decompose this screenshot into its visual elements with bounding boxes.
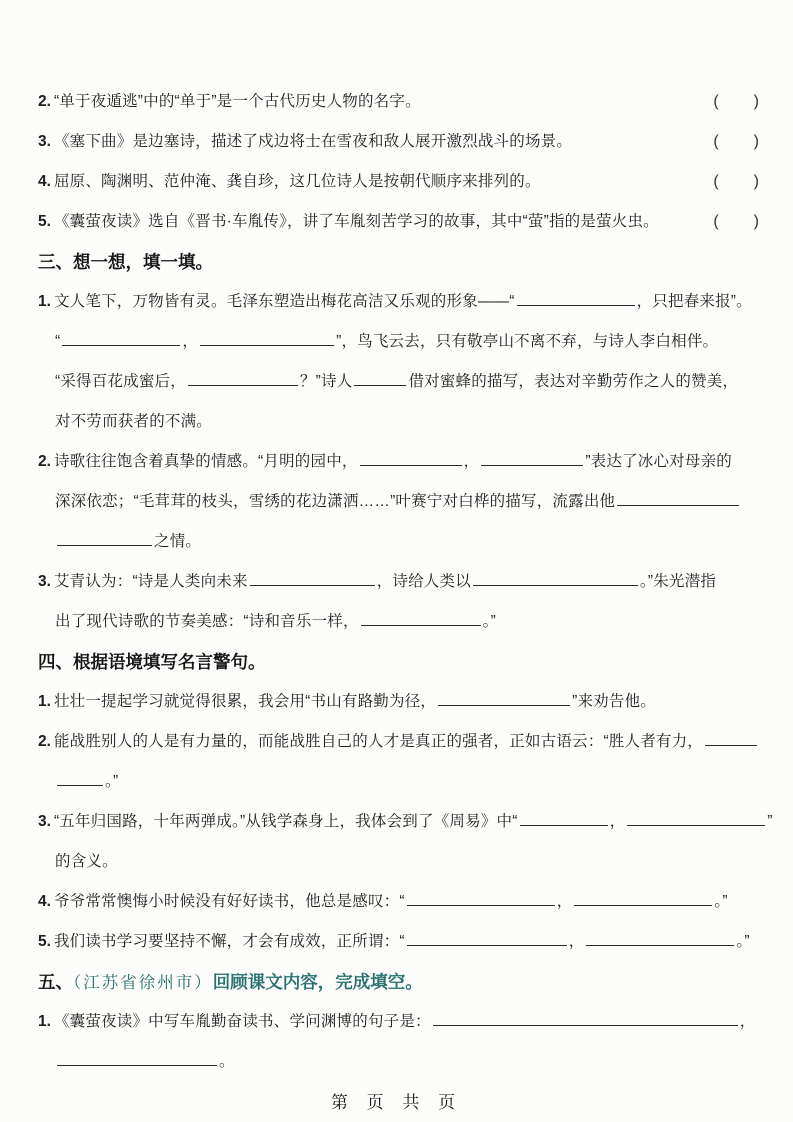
item-number: 2. — [38, 453, 51, 470]
answer-bracket: ( ) — [713, 213, 760, 230]
fill-in-blank — [407, 942, 567, 946]
question-text: 能战胜别人的人是有力量的，而能战胜自己的人才是真正的强者，正如古语云：“胜人者有力， — [53, 733, 704, 750]
question-line — [38, 602, 760, 642]
fill-in-blank — [360, 462, 462, 466]
answer-bracket: ( ) — [713, 133, 760, 150]
fill-in-blank — [250, 582, 375, 586]
question-line — [38, 482, 760, 522]
question-line — [38, 682, 760, 722]
question-text: ， — [556, 893, 573, 910]
question-text: ， — [182, 333, 199, 350]
question-line — [38, 402, 760, 442]
question-text: ”表达了冰心对母亲的 — [585, 453, 732, 470]
section-header-text: 四、根据语境填写名言警句。 — [38, 652, 266, 672]
question-text: 。 — [219, 1053, 235, 1070]
item-number: 5. — [38, 213, 51, 230]
section-header-text: 回顾课文内容，完成填空。 — [212, 972, 423, 992]
question-text: 。”朱光潜指 — [639, 573, 717, 590]
answer-bracket: ( ) — [713, 93, 760, 110]
question-text: “采得百花成蜜后， — [55, 373, 186, 390]
question-text: ，只把春来报”。 — [636, 293, 752, 310]
fill-in-blank — [354, 382, 406, 386]
section-header — [38, 962, 760, 1002]
question-text: ”，鸟飞云去，只有敬亭山不离不弃，与诗人李白相伴。 — [336, 333, 719, 350]
question-text: “ — [55, 333, 61, 350]
fill-in-blank — [705, 742, 757, 746]
question-text: 《囊萤夜读》中写车胤勤奋读书、学问渊博的句子是： — [53, 1013, 431, 1030]
question-text: “五年归国路，十年两弹成。”从钱学森身上，我体会到了《周易》中“ — [53, 813, 518, 830]
question-text: 。” — [482, 613, 496, 630]
question-text: ， — [568, 933, 585, 950]
question-line — [38, 562, 760, 602]
question-text: 。” — [736, 933, 750, 950]
item-number: 1. — [38, 693, 51, 710]
question-line — [38, 762, 760, 802]
question-text: 出了现代诗歌的节奏美感：“诗和音乐一样， — [55, 613, 359, 630]
question-text: 对不劳而获者的不满。 — [55, 413, 213, 430]
question-line — [38, 882, 760, 922]
section-header-text: 五、 — [38, 972, 73, 992]
section-header — [38, 242, 760, 282]
question-text: 爷爷常常懊悔小时候没有好好读书，他总是感叹：“ — [53, 893, 405, 910]
section-header-text: 三、想一想，填一填。 — [38, 252, 213, 272]
question-line — [38, 1002, 760, 1042]
question-text: 之情。 — [154, 533, 202, 550]
question-text: 屈原、陶渊明、范仲淹、龚自珍，这几位诗人是按朝代顺序来排列的。 — [53, 173, 541, 190]
fill-in-blank — [438, 702, 570, 706]
question-text: ， — [463, 453, 480, 470]
fill-in-blank — [407, 902, 555, 906]
question-text: ， — [609, 813, 626, 830]
item-number: 4. — [38, 893, 51, 910]
fill-in-blank — [62, 342, 180, 346]
question-line — [38, 522, 760, 562]
question-line — [38, 722, 760, 762]
item-number: 3. — [38, 133, 51, 150]
question-line — [38, 802, 773, 842]
question-text: 文人笔下，万物皆有灵。毛泽东塑造出梅花高洁又乐观的形象——“ — [53, 293, 515, 310]
item-number: 2. — [38, 733, 51, 750]
fill-in-blank — [57, 1062, 217, 1066]
item-number: 3. — [38, 813, 51, 830]
true-false-item — [38, 162, 760, 202]
question-text: ” — [767, 813, 773, 830]
worksheet-body — [38, 82, 773, 1082]
item-number: 3. — [38, 573, 51, 590]
fill-in-blank — [473, 582, 638, 586]
question-text: 深深依恋；“毛茸茸的枝头，雪绣的花边潇洒……”叶赛宁对白桦的描写，流露出他 — [55, 493, 616, 510]
question-text: ？”诗人 — [299, 373, 353, 390]
question-text: “单于夜遁逃”中的“单于”是一个古代历史人物的名字。 — [53, 93, 421, 110]
question-text: 艾青认为：“诗是人类向未来 — [53, 573, 248, 590]
fill-in-blank — [433, 1022, 738, 1026]
fill-in-blank — [57, 542, 152, 546]
question-line — [38, 362, 760, 402]
question-text: 壮壮一提起学习就觉得很累，我会用“书山有路勤为径， — [53, 693, 437, 710]
question-line — [38, 842, 760, 882]
fill-in-blank — [520, 822, 608, 826]
question-line — [38, 922, 760, 962]
question-line — [38, 442, 760, 482]
fill-in-blank — [57, 782, 103, 786]
item-number: 1. — [38, 293, 51, 310]
question-text: 诗歌往往饱含着真挚的情感。“月明的园中， — [53, 453, 358, 470]
fill-in-blank — [627, 822, 765, 826]
true-false-item — [38, 122, 760, 162]
item-number: 4. — [38, 173, 51, 190]
true-false-item — [38, 82, 760, 122]
question-text: 我们读书学习要坚持不懈，才会有成效，正所谓：“ — [53, 933, 405, 950]
fill-in-blank — [586, 942, 734, 946]
question-line — [38, 322, 760, 362]
true-false-item — [38, 202, 760, 242]
fill-in-blank — [617, 502, 739, 506]
section-header-text: （江苏省徐州市） — [73, 973, 213, 992]
question-text: ”来劝告他。 — [572, 693, 656, 710]
page-footer: 第 页 共 页 — [330, 1093, 463, 1112]
question-text: 。” — [714, 893, 728, 910]
question-text: 《塞下曲》是边塞诗，描述了戍边将士在雪夜和敌人展开激烈战斗的场景。 — [53, 133, 573, 150]
item-number: 5. — [38, 933, 51, 950]
question-line — [38, 282, 760, 322]
fill-in-blank — [188, 382, 298, 386]
fill-in-blank — [481, 462, 583, 466]
question-text: 。” — [105, 773, 119, 790]
section-header — [38, 642, 760, 682]
answer-bracket: ( ) — [713, 173, 760, 190]
item-number: 2. — [38, 93, 51, 110]
question-text: 的含义。 — [55, 853, 118, 870]
question-text: 《囊萤夜读》选自《晋书·车胤传》，讲了车胤刻苦学习的故事，其中“萤”指的是萤火虫。 — [53, 213, 659, 230]
question-line — [38, 1042, 760, 1082]
fill-in-blank — [574, 902, 712, 906]
question-text: ， — [739, 1013, 756, 1030]
question-text: 借对蜜蜂的描写，表达对辛勤劳作之人的赞美， — [408, 373, 739, 390]
question-text: ，诗给人类以 — [376, 573, 471, 590]
fill-in-blank — [517, 302, 635, 306]
item-number: 1. — [38, 1013, 51, 1030]
fill-in-blank — [200, 342, 334, 346]
fill-in-blank — [361, 622, 481, 626]
